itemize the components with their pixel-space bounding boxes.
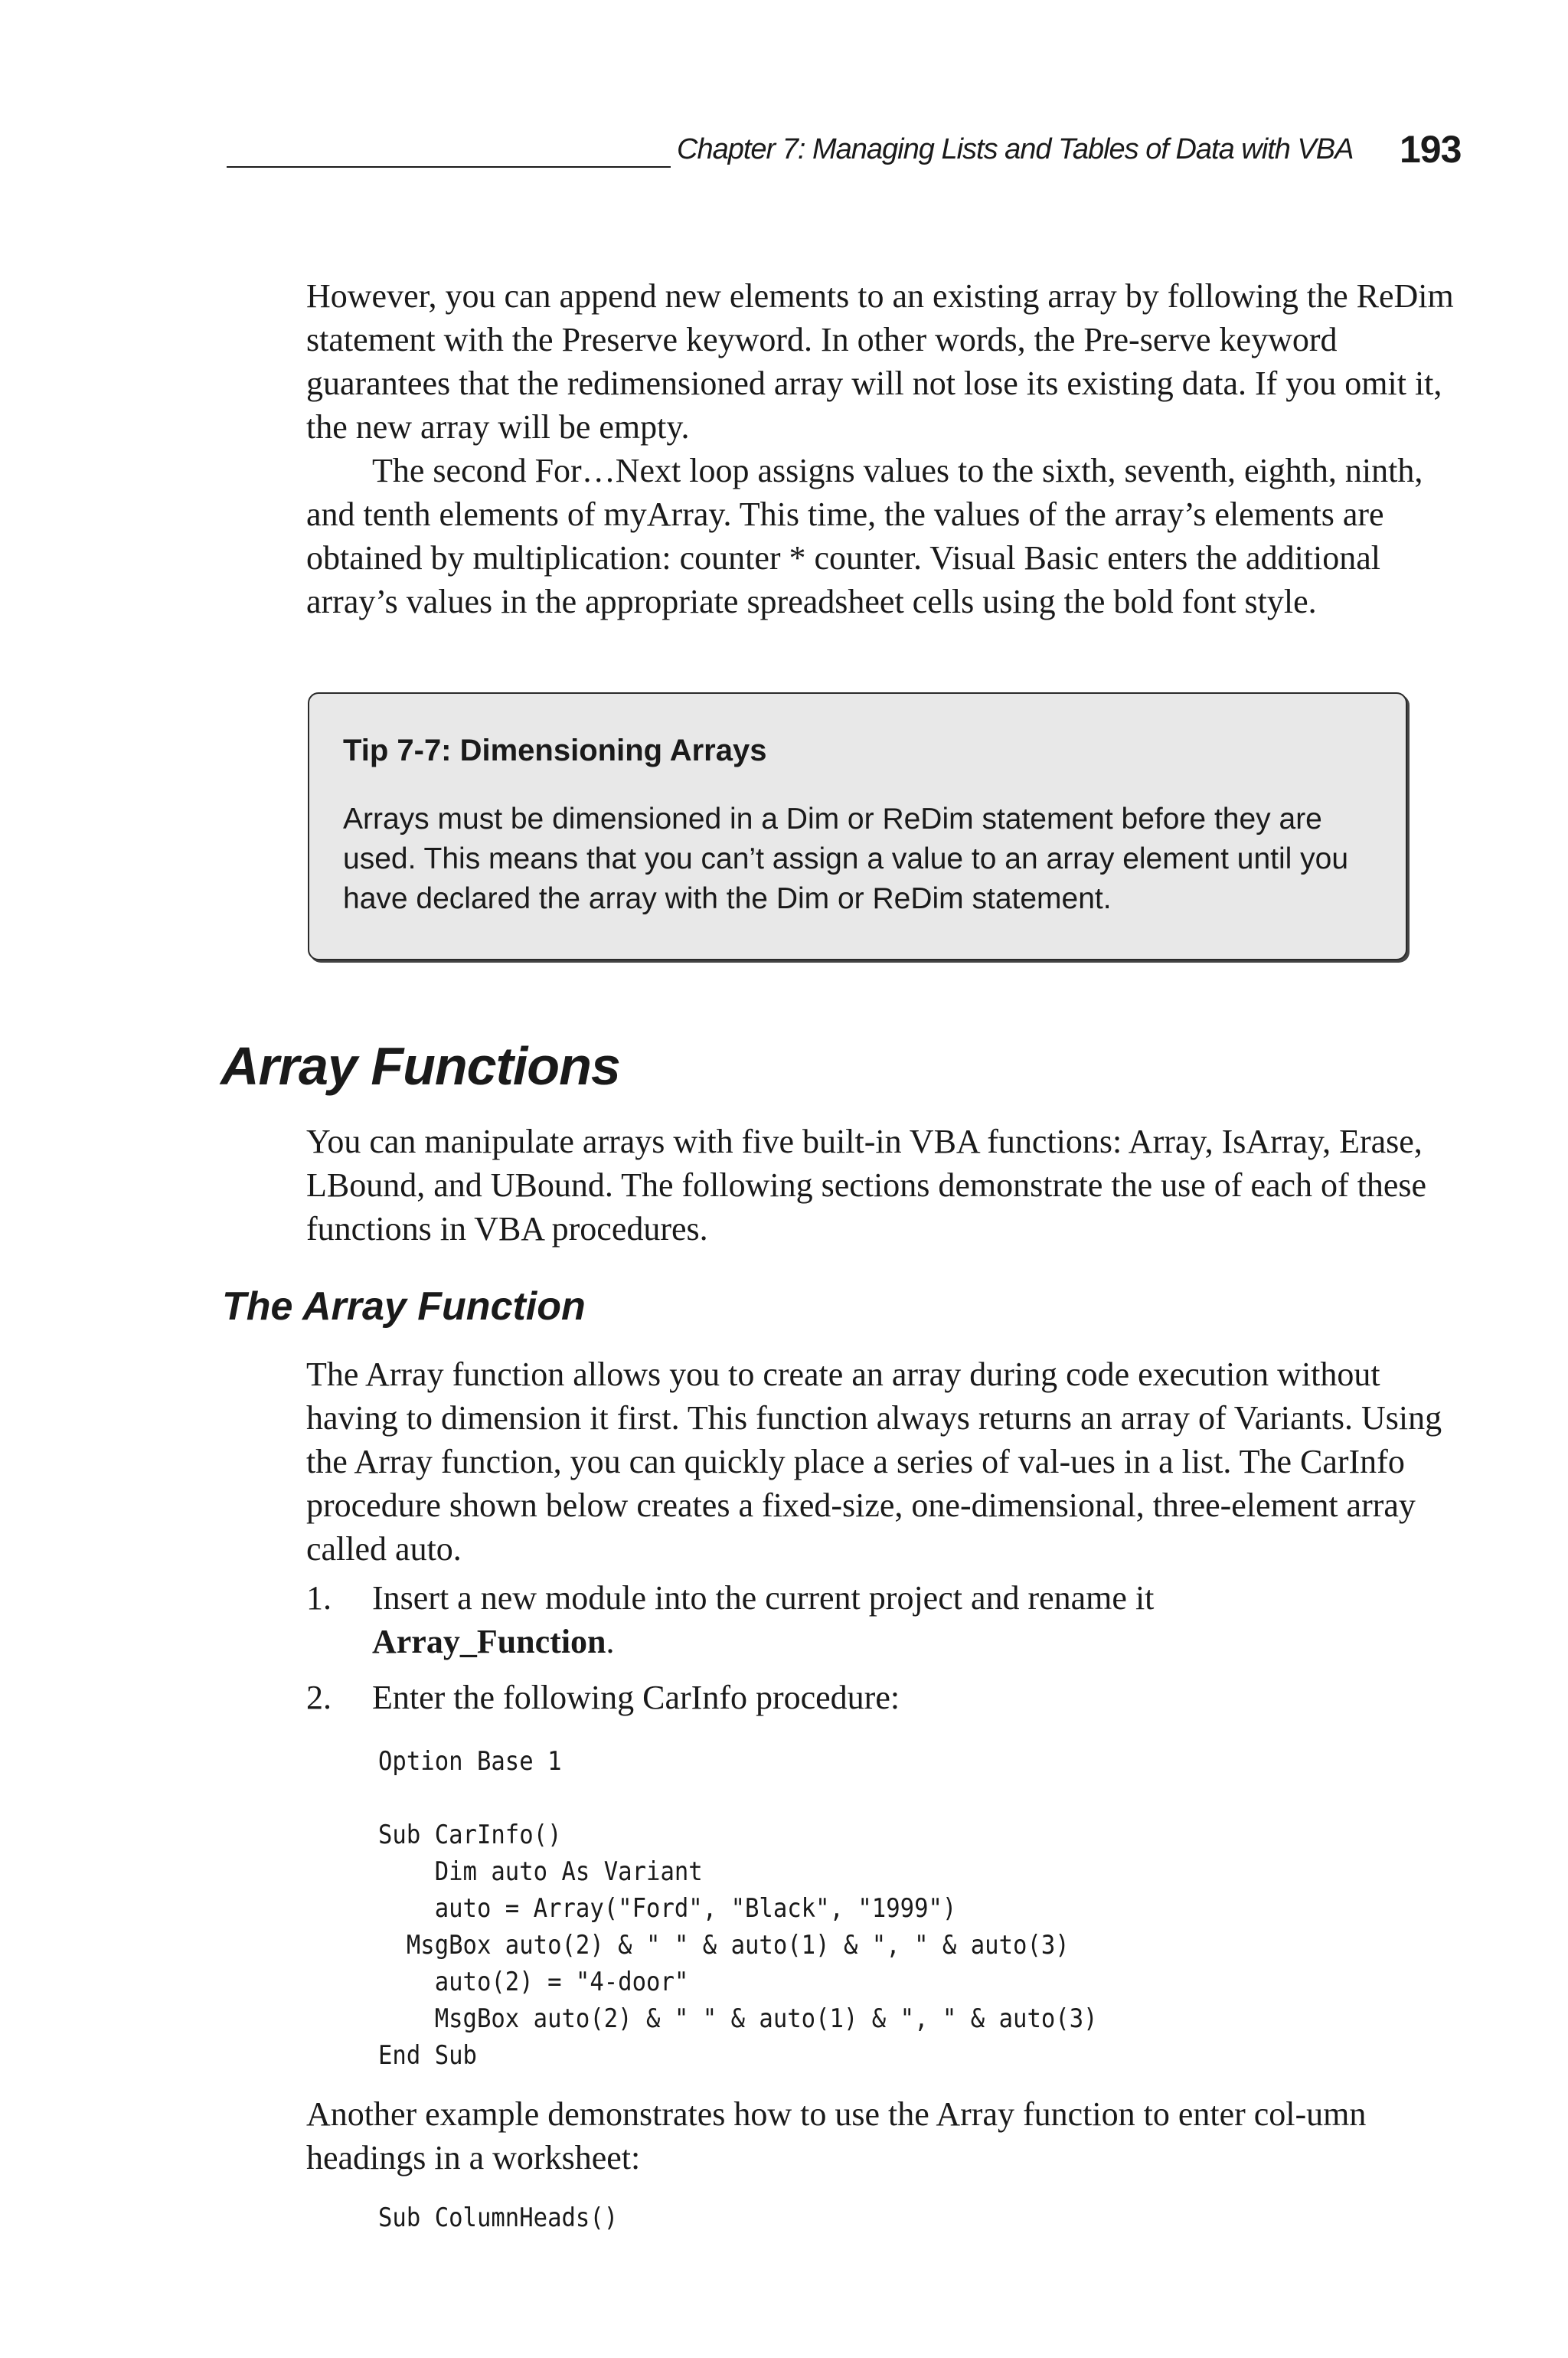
- paragraph-redim-preserve: However, you can append new elements to an existing array by following the ReDim statement with the Preserve keyword. In other words, the Pre-serve keyword guarantees that the redimensioned array will not lose its existing data. If you omit it, the new array will be empty.: [306, 277, 1454, 446]
- header-rule: [227, 166, 671, 168]
- module-name: Array_Function: [372, 1623, 606, 1660]
- tip-title: Tip 7-7: Dimensioning Arrays: [343, 734, 767, 767]
- tip-text: Arrays must be dimensioned in a Dim or ReDim statement before they are used. This means that you can’t assign a value to an array element until you have declared the array with the Dim or ReDim statement.: [343, 803, 1349, 915]
- code-carinfo: Option Base 1 Sub CarInfo() Dim auto As Variant auto = Array("Ford", "Black", "1999") MsgBox auto(2) & " " & auto(1) & ", " & auto(3) auto(2) = "4-door" MsgBox auto(2) & " " & auto(1) & ", " & auto(3) End Sub: [378, 1746, 1098, 2071]
- subsection-heading: The Array Function: [222, 1284, 586, 1329]
- paragraph-array-functions: You can manipulate arrays with five built-in VBA functions: Array, IsArray, Erase, LBound, and UBound. The following sections demonstrate the use of each of these functions in VBA procedures.: [306, 1123, 1427, 1248]
- step-number: 1.: [306, 1579, 332, 1617]
- step-text: Enter the following CarInfo procedure:: [372, 1679, 900, 1716]
- code-columnheads: Sub ColumnHeads(): [378, 2203, 619, 2233]
- section-heading: Array Functions: [220, 1036, 620, 1096]
- page-number: 193: [1400, 128, 1462, 171]
- paragraph-column-headings: Another example demonstrates how to use the Array function to enter col-umn headings in a worksheet:: [306, 2095, 1367, 2176]
- step-text: Insert a new module into the current project and rename it Array_Function.: [372, 1579, 1155, 1660]
- paragraph-second-loop: The second For…Next loop assigns values to the sixth, seventh, eighth, ninth, and tenth elements of myArray. This time, the values of the array’s elements are obtained by multiplication: counter * counter. Visual Basic enters the additional array’s values in the appropriate spreadsheet cells using the bold font style.: [306, 452, 1423, 620]
- chapter-title: Chapter 7: Managing Lists and Tables of Data with VBA: [677, 133, 1354, 165]
- tip-box: [308, 692, 1407, 960]
- paragraph-array-function: The Array function allows you to create an array during code execution without having to dimension it first. This function always returns an array of Variants. Using the Array function, you can quickly place a series of val-ues in a list. The CarInfo procedure shown below creates a fixed-size, one-dimensional, three-element array called auto.: [306, 1356, 1442, 1568]
- step-number: 2.: [306, 1679, 332, 1716]
